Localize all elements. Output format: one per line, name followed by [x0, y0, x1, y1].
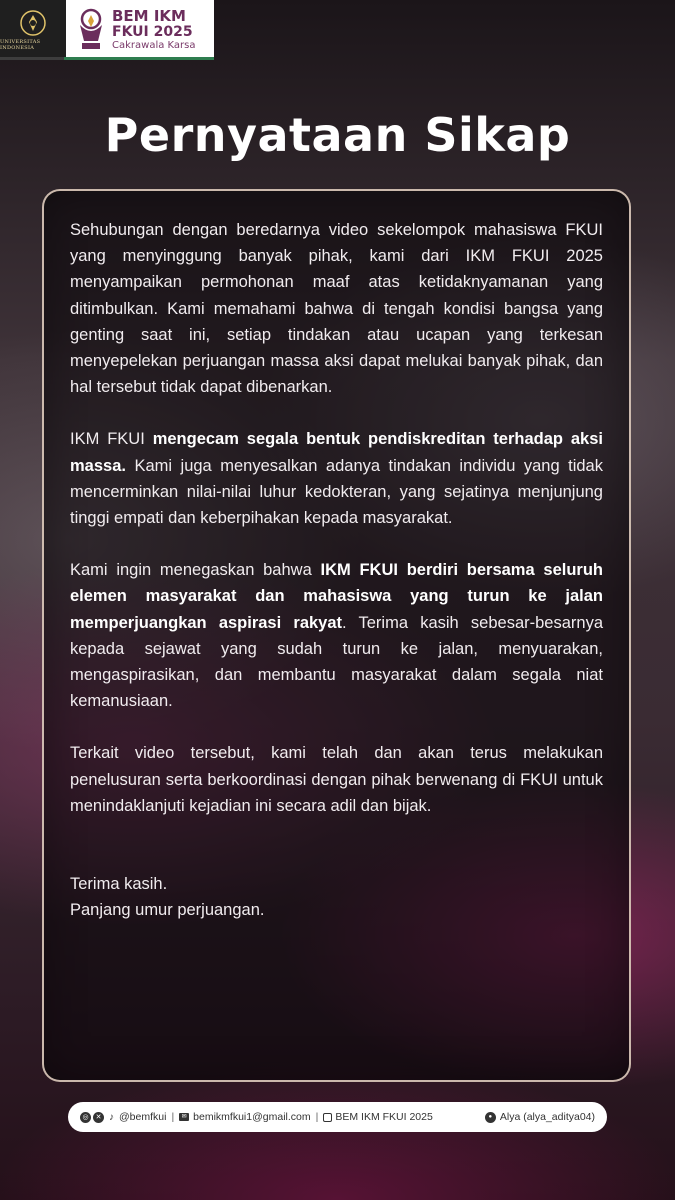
page-title: Pernyataan Sikap — [104, 108, 571, 162]
social-handle[interactable]: @bemfkui — [119, 1111, 167, 1123]
linkedin-name[interactable]: BEM IKM FKUI 2025 — [335, 1111, 433, 1123]
email-address[interactable]: bemikmfkui1@gmail.com — [193, 1111, 311, 1123]
email-icon: ✉ — [179, 1113, 189, 1121]
bem-logo-line2: FKUI 2025 — [112, 24, 193, 40]
header-logos — [0, 0, 214, 60]
footer-divider: | — [315, 1111, 319, 1123]
bem-logo — [66, 7, 196, 53]
x-icon: ✕ — [93, 1112, 104, 1123]
paragraph-2-emphasis: mengecam segala bentuk pendiskreditan terhadap aksi massa. — [70, 430, 603, 475]
makara-emblem-icon — [20, 10, 46, 36]
linkedin-icon — [323, 1113, 332, 1122]
paragraph-2-rest: Kami juga menyesalkan adanya tindakan individu yang tidak mencerminkan nilai-nilai luhur kedokteran, yang sejatinya menjunjung tinggi empati dan keberpihakan kepada masyarakat. — [70, 456, 603, 528]
paragraph-4: Terkait video tersebut, kami telah dan akan terus melakukan penelusuran serta berkoordinasi dengan pihak berwenang di FKUI untuk menindaklanjuti kejadian ini secara adil dan bijak. — [70, 744, 603, 815]
paragraph-3-intro: Kami ingin menegaskan bahwa — [70, 561, 321, 580]
instagram-icon: ◎ — [80, 1112, 91, 1123]
paragraph-3-emphasis: IKM FKUI berdiri bersama seluruh elemen masyarakat dan mahasiswa yang turun ke jalan memperjuangkan aspirasi rakyat — [70, 561, 603, 632]
paragraph-1: Sehubungan dengan beredarnya video sekelompok mahasiswa FKUI yang menyinggung banyak pihak, kami dari IKM FKUI 2025 menyampaikan permohonan maaf atas ketidaknyamanan yang ditimbulkan. Kami memahami bahwa di tengah kondisi bangsa yang genting saat ini, setiap tindakan atau ucapan yang terkesan menyepelekan perjuangan massa aksi dapat melukai banyak pihak, dan hal tersebut tidak dapat dibenarkan. — [70, 221, 603, 397]
line-contact[interactable]: Alya (alya_aditya04) — [499, 1111, 595, 1123]
line-icon: ● — [485, 1112, 496, 1123]
bem-emblem-icon — [74, 7, 108, 53]
universitas-indonesia-logo — [0, 0, 66, 60]
tiktok-icon: ♪ — [109, 1111, 114, 1123]
contact-footer — [68, 1102, 607, 1132]
statement-card — [42, 189, 631, 1082]
bem-logo-tagline: Cakrawala Karsa — [112, 40, 196, 51]
closing-thanks: Terima kasih. — [70, 875, 168, 894]
paragraph-3 — [70, 557, 603, 714]
closing-slogan: Panjang umur perjuangan. — [70, 901, 265, 920]
paragraph-2-intro: IKM FKUI — [70, 430, 153, 449]
ui-logo-name: UNIVERSITAS INDONESIA — [0, 38, 41, 51]
footer-divider: | — [171, 1111, 175, 1123]
paragraph-2 — [70, 426, 603, 531]
bem-logo-line1: BEM IKM — [112, 7, 186, 25]
paragraph-3-rest: . Terima kasih sebesar-besarnya kepada sejawat yang sudah turun ke jalan, menyuarakan, mengaspirasikan, dan membantu masyarakat dalam segala niat kemanusiaan. — [70, 613, 603, 711]
